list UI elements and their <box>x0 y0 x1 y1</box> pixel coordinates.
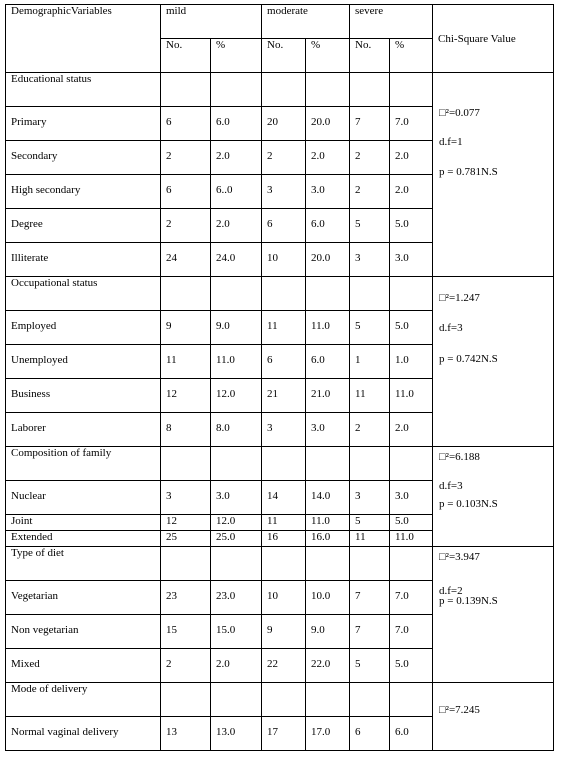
cell-severe-pct: 7.0 <box>390 615 433 649</box>
cell-severe-no: 5 <box>350 649 390 683</box>
empty-cell <box>350 277 390 311</box>
cell-moderate-no: 10 <box>262 581 306 615</box>
header-moderate-no: No. <box>262 39 306 73</box>
chi-square-cell <box>433 73 554 277</box>
empty-cell <box>350 447 390 481</box>
chi-square-line: □²=3.947 <box>439 551 480 563</box>
cell-moderate-pct: 17.0 <box>306 717 350 751</box>
demographic-chi-square-table <box>5 4 554 751</box>
cell-moderate-pct: 6.0 <box>306 209 350 243</box>
cell-moderate-pct: 20.0 <box>306 107 350 141</box>
header-mild-pct: % <box>211 39 262 73</box>
cell-moderate-no: 20 <box>262 107 306 141</box>
chi-square-line: p = 0.742N.S <box>439 353 498 365</box>
row-label: Unemployed <box>6 345 161 379</box>
row-label: Vegetarian <box>6 581 161 615</box>
chi-square-line: d.f=3 <box>439 480 463 492</box>
empty-cell <box>211 447 262 481</box>
empty-cell <box>306 547 350 581</box>
cell-mild-pct: 2.0 <box>211 141 262 175</box>
cell-moderate-no: 17 <box>262 717 306 751</box>
row-label: Illiterate <box>6 243 161 277</box>
cell-severe-pct: 7.0 <box>390 107 433 141</box>
cell-severe-pct: 2.0 <box>390 141 433 175</box>
cell-mild-no: 24 <box>161 243 211 277</box>
cell-mild-no: 15 <box>161 615 211 649</box>
cell-mild-pct: 8.0 <box>211 413 262 447</box>
cell-severe-no: 11 <box>350 379 390 413</box>
cell-mild-pct: 6..0 <box>211 175 262 209</box>
empty-cell <box>306 683 350 717</box>
row-label: Employed <box>6 311 161 345</box>
empty-cell <box>262 73 306 107</box>
cell-severe-no: 2 <box>350 175 390 209</box>
cell-moderate-no: 16 <box>262 531 306 547</box>
header-severe-no: No. <box>350 39 390 73</box>
cell-moderate-no: 9 <box>262 615 306 649</box>
empty-cell <box>262 547 306 581</box>
cell-mild-pct: 23.0 <box>211 581 262 615</box>
header-severe: severe <box>350 5 433 39</box>
cell-mild-pct: 2.0 <box>211 649 262 683</box>
chi-square-line: □²=7.245 <box>439 704 480 716</box>
cell-mild-no: 2 <box>161 141 211 175</box>
cell-severe-pct: 5.0 <box>390 209 433 243</box>
cell-mild-no: 23 <box>161 581 211 615</box>
cell-severe-pct: 11.0 <box>390 531 433 547</box>
cell-mild-no: 6 <box>161 107 211 141</box>
empty-cell <box>161 547 211 581</box>
cell-moderate-pct: 2.0 <box>306 141 350 175</box>
cell-moderate-pct: 3.0 <box>306 175 350 209</box>
cell-severe-no: 1 <box>350 345 390 379</box>
cell-moderate-pct: 9.0 <box>306 615 350 649</box>
row-label: Secondary <box>6 141 161 175</box>
cell-moderate-pct: 10.0 <box>306 581 350 615</box>
empty-cell <box>390 277 433 311</box>
cell-moderate-pct: 11.0 <box>306 515 350 531</box>
cell-mild-no: 9 <box>161 311 211 345</box>
empty-cell <box>350 547 390 581</box>
cell-moderate-no: 2 <box>262 141 306 175</box>
chi-square-line: d.f=1 <box>439 136 463 148</box>
cell-severe-pct: 6.0 <box>390 717 433 751</box>
empty-cell <box>161 277 211 311</box>
cell-severe-no: 2 <box>350 413 390 447</box>
cell-moderate-pct: 22.0 <box>306 649 350 683</box>
group-title: Educational status <box>6 73 161 107</box>
empty-cell <box>211 73 262 107</box>
cell-mild-pct: 12.0 <box>211 515 262 531</box>
row-label: High secondary <box>6 175 161 209</box>
empty-cell <box>306 447 350 481</box>
cell-severe-no: 7 <box>350 107 390 141</box>
empty-cell <box>211 277 262 311</box>
cell-severe-no: 6 <box>350 717 390 751</box>
row-label: Business <box>6 379 161 413</box>
chi-square-line: □²=1.247 <box>439 292 480 304</box>
empty-cell <box>390 73 433 107</box>
cell-mild-pct: 15.0 <box>211 615 262 649</box>
chi-square-cell <box>433 447 554 547</box>
cell-moderate-no: 21 <box>262 379 306 413</box>
chi-square-line: d.f=3 <box>439 322 463 334</box>
chi-square-line: □²=6.188 <box>439 451 480 463</box>
row-label: Normal vaginal delivery <box>6 717 161 751</box>
chi-square-cell <box>433 547 554 683</box>
cell-moderate-pct: 3.0 <box>306 413 350 447</box>
cell-mild-no: 3 <box>161 481 211 515</box>
cell-severe-pct: 5.0 <box>390 649 433 683</box>
header-severe-pct: % <box>390 39 433 73</box>
empty-cell <box>262 447 306 481</box>
cell-moderate-no: 3 <box>262 413 306 447</box>
cell-mild-pct: 3.0 <box>211 481 262 515</box>
cell-severe-no: 2 <box>350 141 390 175</box>
empty-cell <box>390 447 433 481</box>
empty-cell <box>211 547 262 581</box>
row-label: Laborer <box>6 413 161 447</box>
cell-mild-no: 8 <box>161 413 211 447</box>
empty-cell <box>161 683 211 717</box>
cell-moderate-no: 14 <box>262 481 306 515</box>
header-moderate: moderate <box>262 5 350 39</box>
cell-severe-pct: 2.0 <box>390 175 433 209</box>
group-title: Occupational status <box>6 277 161 311</box>
cell-moderate-no: 10 <box>262 243 306 277</box>
chi-square-cell <box>433 277 554 447</box>
cell-mild-pct: 9.0 <box>211 311 262 345</box>
cell-severe-pct: 5.0 <box>390 311 433 345</box>
row-label: Mixed <box>6 649 161 683</box>
cell-severe-pct: 5.0 <box>390 515 433 531</box>
empty-cell <box>262 277 306 311</box>
cell-mild-no: 11 <box>161 345 211 379</box>
cell-severe-no: 5 <box>350 209 390 243</box>
cell-moderate-no: 11 <box>262 311 306 345</box>
cell-severe-pct: 11.0 <box>390 379 433 413</box>
cell-mild-no: 13 <box>161 717 211 751</box>
chi-square-line: p = 0.139N.S <box>439 595 498 607</box>
row-label: Extended <box>6 531 161 547</box>
row-label: Nuclear <box>6 481 161 515</box>
empty-cell <box>350 683 390 717</box>
cell-severe-no: 5 <box>350 311 390 345</box>
cell-moderate-pct: 11.0 <box>306 311 350 345</box>
cell-severe-pct: 7.0 <box>390 581 433 615</box>
empty-cell <box>390 547 433 581</box>
cell-mild-no: 6 <box>161 175 211 209</box>
group-title: Type of diet <box>6 547 161 581</box>
row-label: Joint <box>6 515 161 531</box>
header-mild: mild <box>161 5 262 39</box>
cell-moderate-pct: 14.0 <box>306 481 350 515</box>
cell-severe-pct: 3.0 <box>390 481 433 515</box>
cell-mild-pct: 6.0 <box>211 107 262 141</box>
cell-mild-pct: 24.0 <box>211 243 262 277</box>
cell-mild-pct: 13.0 <box>211 717 262 751</box>
cell-severe-no: 11 <box>350 531 390 547</box>
empty-cell <box>390 683 433 717</box>
cell-moderate-no: 11 <box>262 515 306 531</box>
empty-cell <box>306 277 350 311</box>
cell-mild-pct: 25.0 <box>211 531 262 547</box>
chi-square-line: □²=0.077 <box>439 107 480 119</box>
empty-cell <box>306 73 350 107</box>
cell-mild-no: 2 <box>161 649 211 683</box>
cell-mild-no: 25 <box>161 531 211 547</box>
chi-square-line: d.f=2 <box>439 585 463 597</box>
cell-mild-no: 2 <box>161 209 211 243</box>
row-label: Primary <box>6 107 161 141</box>
cell-severe-pct: 3.0 <box>390 243 433 277</box>
cell-severe-no: 5 <box>350 515 390 531</box>
group-title: Composition of family <box>6 447 161 481</box>
cell-moderate-pct: 16.0 <box>306 531 350 547</box>
cell-severe-no: 7 <box>350 615 390 649</box>
cell-mild-pct: 2.0 <box>211 209 262 243</box>
cell-moderate-pct: 21.0 <box>306 379 350 413</box>
cell-mild-no: 12 <box>161 515 211 531</box>
chi-square-cell <box>433 683 554 751</box>
header-demographic-variables: DemographicVariables <box>6 5 161 73</box>
header-chi-square-value: Chi-Square Value <box>433 5 554 73</box>
cell-severe-no: 7 <box>350 581 390 615</box>
cell-severe-no: 3 <box>350 243 390 277</box>
cell-moderate-no: 3 <box>262 175 306 209</box>
cell-moderate-pct: 20.0 <box>306 243 350 277</box>
cell-mild-pct: 12.0 <box>211 379 262 413</box>
chi-square-line: p = 0.103N.S <box>439 498 498 510</box>
row-label: Non vegetarian <box>6 615 161 649</box>
empty-cell <box>262 683 306 717</box>
header-moderate-pct: % <box>306 39 350 73</box>
cell-mild-pct: 11.0 <box>211 345 262 379</box>
empty-cell <box>161 73 211 107</box>
cell-severe-pct: 2.0 <box>390 413 433 447</box>
chi-square-line: p = 0.781N.S <box>439 166 498 178</box>
group-title: Mode of delivery <box>6 683 161 717</box>
cell-moderate-no: 6 <box>262 345 306 379</box>
cell-mild-no: 12 <box>161 379 211 413</box>
empty-cell <box>350 73 390 107</box>
cell-severe-pct: 1.0 <box>390 345 433 379</box>
cell-moderate-pct: 6.0 <box>306 345 350 379</box>
empty-cell <box>161 447 211 481</box>
empty-cell <box>211 683 262 717</box>
header-mild-no: No. <box>161 39 211 73</box>
cell-moderate-no: 22 <box>262 649 306 683</box>
cell-severe-no: 3 <box>350 481 390 515</box>
row-label: Degree <box>6 209 161 243</box>
cell-moderate-no: 6 <box>262 209 306 243</box>
